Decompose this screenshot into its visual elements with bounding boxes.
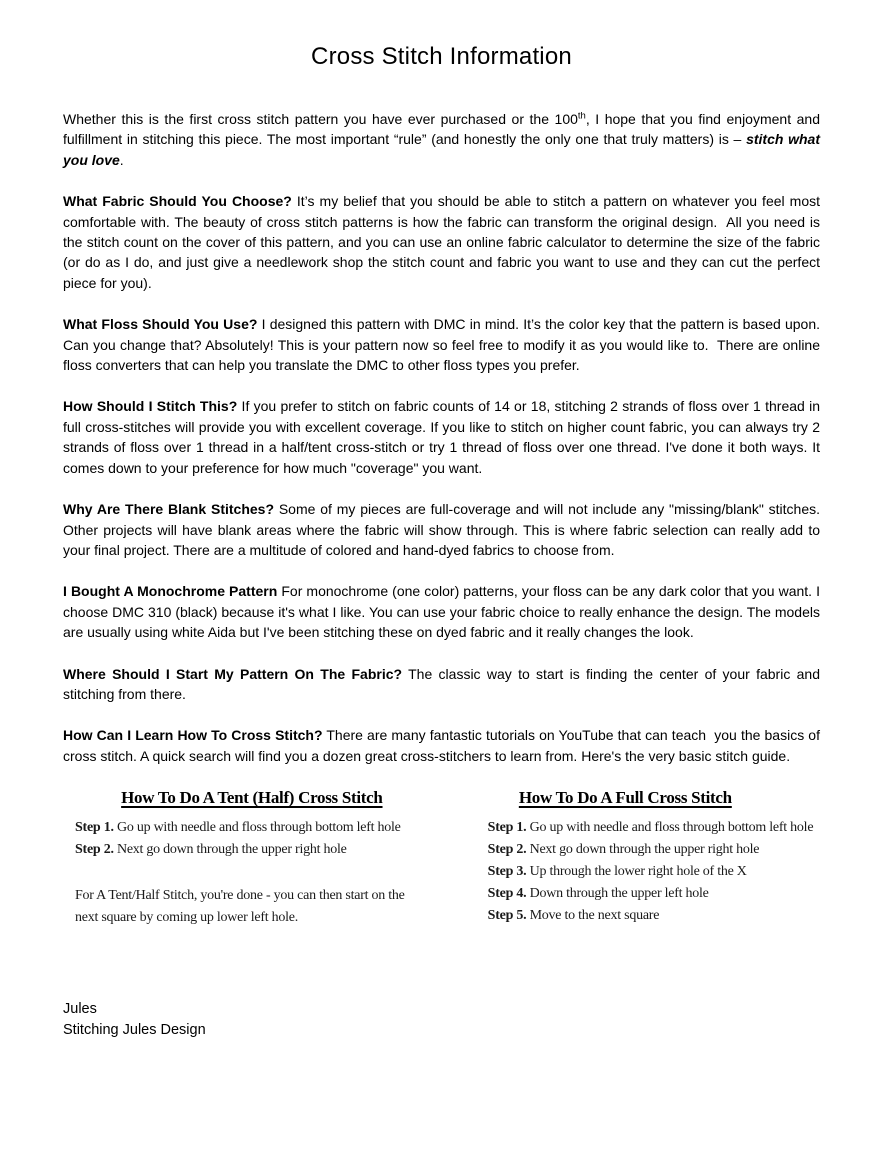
section-learn (63, 725, 824, 766)
section-monochrome (63, 581, 824, 642)
section-heading: How Can I Learn How To Cross Stitch? (63, 727, 323, 744)
intro-paragraph (63, 109, 824, 170)
step-text: Go up with needle and floss through bottom left hole (113, 820, 401, 836)
signature (63, 999, 820, 1041)
tent-stitch-heading (63, 787, 416, 809)
page-title: Cross Stitch Information (311, 43, 572, 70)
step-text: Up through the lower right hole of the X (526, 864, 747, 880)
section-body: It’s my belief that you should be able to stitch a pattern on whatever you feel most comfortable with. The beauty of cross stitch patterns is how the fabric can transform the original design. All you need is the stitch count on the cover of this pattern, and you can use an online fabric calculator to determine the size of the fabric (or do as I do, and just give a needlework shop the stitch count and fabric you want to use and they can cut the perfect piece for you). (63, 193, 824, 291)
tent-stitch-column (63, 787, 416, 929)
step-label: Step 3. (487, 864, 527, 880)
section-where-to-start (63, 664, 824, 705)
step-label: Step 1. (75, 820, 114, 836)
section-body: For monochrome (one color) patterns, your floss can be any dark color that you want. I choose DMC 310 (black) because it's what I like. You can use your fabric choice to really enhance the design. The models are usually using white Aida but I've been stitching these on dyed fabric and it really changes the look. (63, 583, 824, 641)
step-row (488, 839, 820, 861)
step-text: Go up with needle and floss through bottom left hole (526, 820, 814, 836)
step-label: Step 2. (487, 842, 527, 858)
section-heading: What Fabric Should You Choose? (63, 193, 292, 210)
section-heading: How Should I Stitch This? (63, 398, 238, 415)
section-heading: Where Should I Start My Pattern On The Fabric? (63, 665, 403, 682)
section-body: There are many fantastic tutorials on YouTube that can teach you the basics of cross stitch. A quick search will find you a dozen great cross-stitchers to learn from. Here's the very basic stitch guide. (63, 727, 824, 764)
section-fabric (63, 191, 824, 293)
intro-text-2: , I hope that you find enjoyment and fulfillment in stitching this piece. The most important “rule” (and honestly the only one that truly matters) is – (63, 111, 824, 148)
step-text: Next go down through the upper right hole (526, 842, 760, 858)
section-body: If you prefer to stitch on fabric counts of 14 or 18, stitching 2 strands of floss over 1 thread in full cross-stitches will provide you with excellent coverage. If you like to stitch on higher count fabric, you can always try 2 strands of floss over 1 thread in a half/tent cross-stitch or try 1 thread of floss over one thread. I've done it both ways. It comes down to your preference for how much "coverage" you want. (63, 398, 824, 476)
step-text: Move to the next square (526, 908, 660, 924)
full-stitch-column (476, 787, 820, 929)
intro-text-1: Whether this is the first cross stitch pattern you have ever purchased or the 100 (63, 111, 578, 127)
section-how-to-stitch (63, 396, 824, 478)
section-blank-stitches (63, 499, 824, 560)
ordinal-superscript: th (577, 110, 586, 122)
section-body: The classic way to start is finding the center of your fabric and stitching from there. (63, 665, 824, 702)
step-row (488, 817, 820, 839)
section-body: I designed this pattern with DMC in mind. It’s the color key that the pattern is based upon. Can you change that? Absolutely! This is your pattern now so feel free to modify it as you would like to. There are online floss converters that can help you translate the DMC to other floss types you prefer. (63, 316, 824, 374)
signature-name: Jules (63, 1001, 97, 1018)
step-label: Step 5. (487, 908, 527, 924)
step-label: Step 1. (487, 820, 527, 836)
intro-text-3: . (119, 151, 124, 168)
signature-brand: Stitching Jules Design (63, 1022, 206, 1039)
step-row (488, 905, 820, 927)
step-label: Step 4. (487, 886, 527, 902)
full-stitch-steps (476, 817, 820, 927)
tent-stitch-note: For A Tent/Half Stitch, you're done - you can then start on the next square by coming up lower left hole. (75, 888, 408, 926)
stitch-guide (63, 787, 820, 929)
step-text: Down through the upper left hole (526, 886, 709, 902)
section-heading: What Floss Should You Use? (63, 316, 258, 333)
full-stitch-heading-text: How To Do A Full Cross Stitch (518, 788, 732, 808)
tent-stitch-heading-text: How To Do A Tent (Half) Cross Stitch (121, 788, 383, 808)
section-heading: Why Are There Blank Stitches? (63, 501, 274, 518)
step-text: Next go down through the upper right hole (113, 842, 347, 858)
section-floss (63, 314, 824, 375)
step-row (75, 817, 416, 839)
intro-emphasis: stitch what you love (63, 131, 824, 168)
full-stitch-heading (476, 787, 820, 809)
section-body: Some of my pieces are full-coverage and will not include any "missing/blank" stitches. Other projects will have blank areas where the fabric will show through. This is where fabric selection can really add to your final project. There are a multitude of colored and hand-dyed fabrics to choose from. (63, 501, 824, 558)
step-label: Step 2. (75, 842, 114, 858)
tent-stitch-steps (63, 817, 416, 861)
step-row (488, 883, 820, 905)
section-heading: I Bought A Monochrome Pattern (63, 583, 278, 600)
step-row (75, 839, 416, 861)
step-row (488, 861, 820, 883)
